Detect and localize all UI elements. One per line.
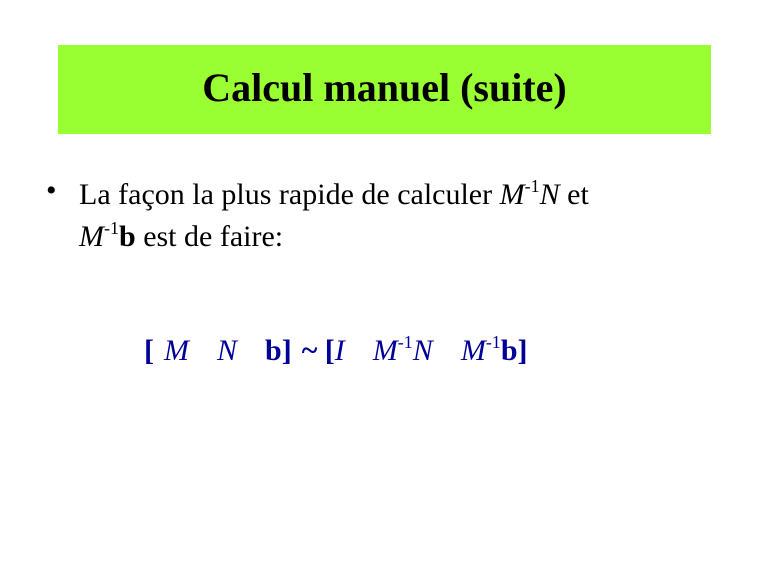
text-part2: est de faire: [135, 220, 284, 253]
bullet-paragraph [79, 174, 699, 258]
eq-matrix-m-inv: M [372, 334, 398, 367]
eq-inverse-exponent: -1 [397, 332, 413, 352]
vector-b: b [119, 220, 136, 253]
inverse-exponent: -1 [524, 176, 540, 196]
text-part1: La façon la plus rapide de calculer [79, 178, 500, 211]
matrix-m: M [499, 178, 525, 211]
eq-matrix-n-2: N [412, 334, 433, 367]
tilde-open-bracket: ~ [ [301, 334, 335, 367]
close-bracket: ] [517, 334, 528, 367]
eq-matrix-n: N [217, 334, 238, 367]
open-bracket: [ [144, 334, 154, 367]
eq-matrix-m-inv-2: M [460, 334, 486, 367]
paragraph-line-2 [79, 216, 699, 258]
slide-title: Calcul manuel (suite) [202, 64, 567, 110]
matrix-m: M [79, 220, 104, 253]
text-et: et [559, 178, 589, 211]
eq-identity-i: I [334, 334, 345, 367]
eq-vector-b-close: b] [265, 334, 292, 367]
matrix-n: N [539, 178, 560, 211]
augmented-matrix-equation [144, 332, 528, 367]
title-banner [58, 45, 711, 134]
eq-matrix-m: M [164, 334, 189, 367]
paragraph-line-1 [79, 174, 699, 216]
eq-inverse-exponent-2: -1 [485, 332, 501, 352]
bullet-marker: • [46, 174, 57, 207]
inverse-exponent: -1 [104, 218, 119, 238]
eq-vector-b: b [500, 334, 518, 367]
